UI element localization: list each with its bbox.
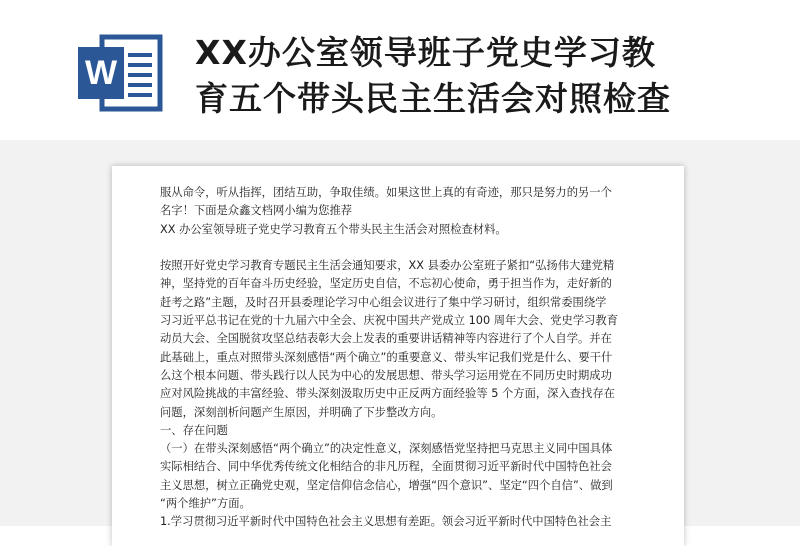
document-line: “两个维护”方面。 bbox=[160, 497, 251, 511]
document-title-line: 育五个带头民主生活会对照检查 bbox=[195, 79, 671, 118]
document-line: 此基础上，重点对照带头深刻感悟“两个确立”的重要意义、带头牢记我们党是什么、要干什 bbox=[160, 350, 613, 364]
header bbox=[0, 0, 800, 140]
document-line: 按照开好党史学习教育专题民主生活会通知要求，XX 县委办公室班子紧扣“弘扬伟大建党精 bbox=[160, 259, 615, 273]
document-line: 么这个根本问题、带头践行以人民为中心的发展思想、带头学习运用党在不同历史时期成功 bbox=[160, 368, 612, 382]
document-title-line: XX办公室领导班子党史学习教 bbox=[195, 33, 656, 72]
document-line: 习习近平总书记在党的十九届六中全会、庆祝中国共产党成立 100 周年大会、党史学习教育 bbox=[160, 314, 619, 328]
document-line: 神，坚持党的百年奋斗历史经验，坚定历史自信，不忘初心使命，勇于担当作为，走好新的 bbox=[160, 277, 612, 291]
document-line: 1.学习贯彻习近平新时代中国特色社会主义思想有差距。领会习近平新时代中国特色社会主 bbox=[160, 515, 612, 529]
document-line: XX 办公室领导班子党史学习教育五个带头民主生活会对照检查材料。 bbox=[160, 222, 507, 236]
document-page bbox=[112, 166, 684, 546]
document-line: 动员大会、全国脱贫攻坚总结表彰大会上发表的重要讲话精神等内容进行了个人自学。并在 bbox=[160, 332, 612, 346]
document-line: 服从命令，听从指挥，团结互助，争取佳绩。如果这世上真的有奇迹，那只是努力的另一个 bbox=[160, 186, 612, 199]
blank-line bbox=[160, 239, 644, 257]
document-line: 主义思想，树立正确党史观，坚定信仰信念信心，增强“四个意识”、坚定“四个自信”、做到 bbox=[160, 478, 613, 492]
word-icon-letter: W bbox=[84, 54, 118, 92]
document-line: 赶考之路”主题，及时召开县委理论学习中心组会议进行了集中学习研讨，组织常委围绕学 bbox=[160, 295, 607, 309]
document-line: 名字！下面是众鑫文档网小编为您推荐 bbox=[160, 204, 353, 218]
word-document-icon bbox=[78, 33, 164, 113]
document-line: 应对风险挑战的丰富经验、带头深刻汲取历史中正反两方面经验等 5 个方面，深入查找存在 bbox=[160, 387, 615, 401]
document-line: 实际相结合、同中华优秀传统文化相结合的非凡历程，全面贯彻习近平新时代中国特色社会 bbox=[160, 460, 612, 474]
document-body bbox=[160, 184, 644, 532]
document-line: （一）在带头深刻感悟“两个确立”的决定性意义，深刻感悟党坚持把马克思主义同中国具体 bbox=[160, 442, 613, 456]
document-line: 问题，深刻剖析问题产生原因，并明确了下步整改方向。 bbox=[160, 405, 443, 419]
document-title bbox=[195, 30, 755, 122]
section-heading: 一、存在问题 bbox=[160, 423, 228, 437]
